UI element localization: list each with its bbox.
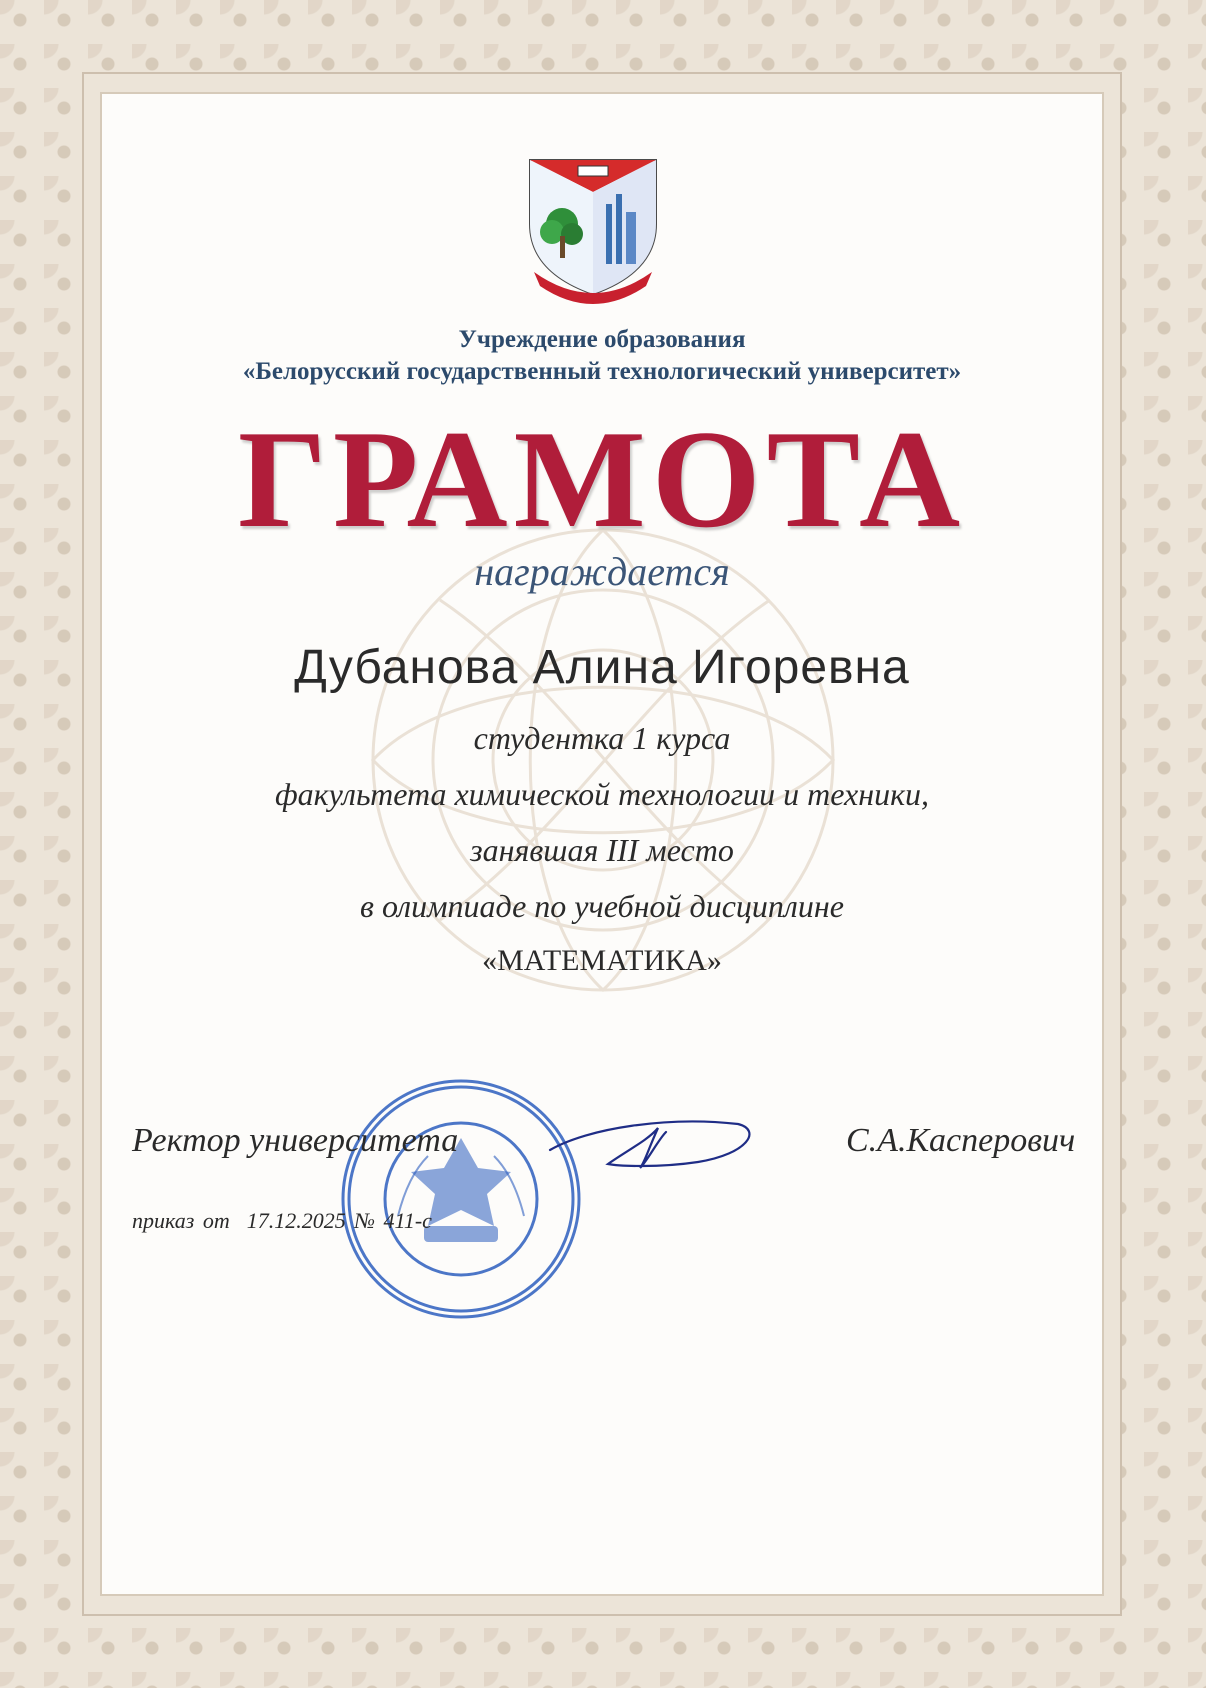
recipient-name: Дубанова Алина Игоревна (294, 641, 910, 694)
description-line-3: занявшая III место (470, 832, 734, 868)
description-line-1: студентка 1 курса (473, 720, 731, 756)
university-logo (520, 154, 666, 314)
signatory-name: С.А.Касперович (846, 1122, 1076, 1159)
order-date: 17.12.2025 (246, 1208, 346, 1233)
awarded-label: награждается (474, 549, 730, 594)
signatory-position: Ректор университета (132, 1122, 459, 1159)
description-line-2: факультета химической технологии и техники, (274, 776, 930, 812)
subject-name: «МАТЕМАТИКА» (482, 944, 722, 977)
description-line-4: в олимпиаде по учебной дисциплине (360, 888, 844, 924)
order-number: № 411-с (354, 1208, 432, 1233)
institution-line-2: «Белорусский государственный технологический университет» (242, 358, 962, 385)
order-label: приказ от (132, 1208, 230, 1233)
certificate-title: ГРАМОТА (237, 402, 967, 557)
rector-signature (548, 1110, 758, 1180)
institution-line-1: Учреждение образования (458, 326, 746, 353)
order-reference (132, 1208, 432, 1234)
